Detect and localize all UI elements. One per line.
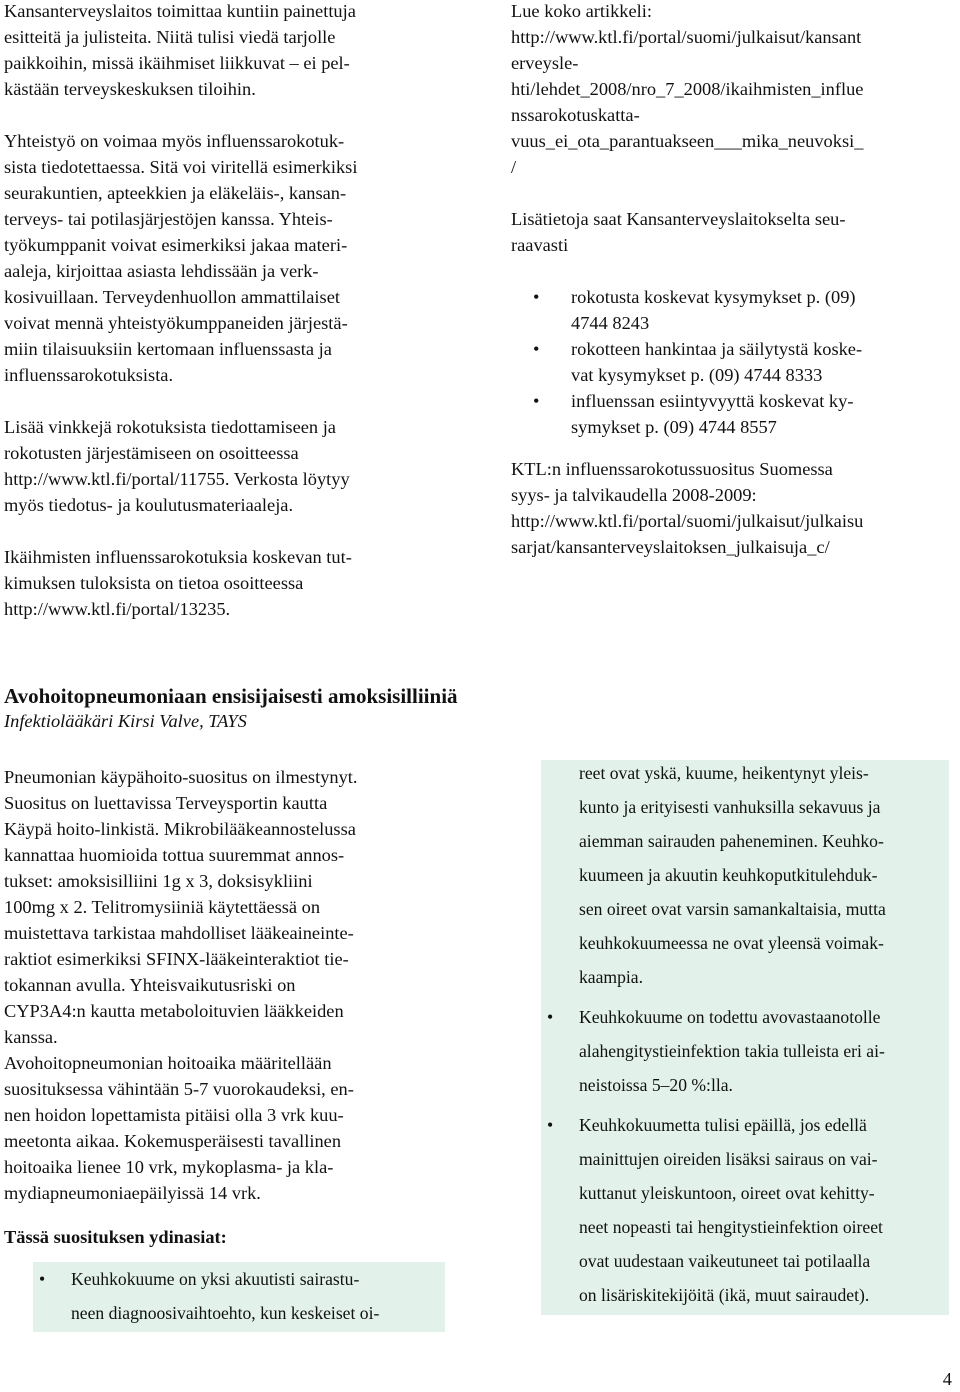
text-line: Lue koko artikkeli: [511, 1, 652, 21]
text-line: rokotusta koskevat kysymykset p. (09) [571, 287, 856, 307]
text-line: kannattaa huomioida tottua suuremmat annos- [4, 845, 345, 865]
text-line: kunto ja erityisesti vanhuksilla sekavuus ja [579, 797, 881, 817]
text-line: rokotusten järjestämiseen on osoitteessa [4, 443, 299, 463]
text-line: 100mg x 2. Telitromysiiniä käytettäessä on [4, 897, 321, 917]
text-line: sista tiedotettaessa. Sitä voi viritellä esimerkiksi [4, 157, 358, 177]
text-line: kanssa. [4, 1027, 58, 1047]
article-author: Infektiolääkäri Kirsi Valve, TAYS [4, 711, 247, 731]
bullet-icon: • [533, 391, 540, 411]
text-line: CYP3A4:n kautta metaboloituvien lääkkeiden [4, 1001, 344, 1021]
text-line: Yhteistyö on voimaa myös influenssarokotuk- [4, 131, 345, 151]
paragraph-tips-link [4, 414, 444, 518]
article-body-left [4, 764, 444, 1250]
text-line: kaampia. [579, 967, 643, 987]
text-line: mainittujen oireiden lisäksi sairaus on vai- [579, 1149, 878, 1169]
text-line: aaleja, kirjoittaa asiasta lehdissään ja verk- [4, 261, 319, 281]
article-body-text [4, 764, 444, 1206]
text-line: http://www.ktl.fi/portal/13235. [4, 599, 231, 619]
text-line: aiemman sairauden paheneminen. Keuhko- [579, 831, 884, 851]
text-line: kuttanut yleiskuntoon, oireet ovat kehitty- [579, 1183, 875, 1203]
text-line: symykset p. (09) 4744 8557 [571, 417, 777, 437]
text-line: influenssarokotuksista. [4, 365, 174, 385]
text-line: http://www.ktl.fi/portal/suomi/julkaisut/julkaisu [511, 511, 864, 531]
text-line: paikkoihin, missä ikäihmiset liikkuvat – ei pel- [4, 53, 350, 73]
key-point-item [541, 1108, 949, 1312]
text-line: Keuhkokuumetta tulisi epäillä, jos edellä [579, 1115, 867, 1135]
text-line: 4744 8243 [571, 313, 650, 333]
text-line: Keuhkokuume on todettu avovastaanotolle [579, 1007, 881, 1027]
text-line: sen oireet ovat varsin samankaltaisia, mutta [579, 899, 886, 919]
text-line: Ikäihmisten influenssarokotuksia koskevan tut- [4, 547, 352, 567]
text-line: Lisää vinkkejä rokotuksista tiedottamiseen ja [4, 417, 336, 437]
text-line: Käypä hoito-linkistä. Mikrobilääkeannostelussa [4, 819, 356, 839]
text-line: kuumeen ja akuutin keuhkoputkitulehduk- [579, 865, 878, 885]
paragraph-research-link [4, 544, 444, 622]
text-line: muistettava tarkistaa mahdolliset lääkeaineinte- [4, 923, 354, 943]
text-line: seurakuntien, apteekkien ja eläkeläis-, kansan- [4, 183, 347, 203]
text-line: neen diagnoosivaihtoehto, kun keskeiset oi- [71, 1303, 380, 1323]
text-line: influenssan esiintyvyyttä koskevat ky- [571, 391, 854, 411]
text-line: raavasti [511, 235, 569, 255]
contact-list-item [503, 284, 951, 336]
contact-list-item [503, 336, 951, 388]
text-line: erveysle- [511, 53, 579, 73]
text-line: Keuhkokuume on yksi akuutisti sairastu- [71, 1269, 360, 1289]
text-line: vuus_ei_ota_parantuakseen___mika_neuvoksi_ [511, 131, 864, 151]
bullet-icon: • [39, 1269, 46, 1289]
page-number: 4 [942, 1369, 952, 1389]
text-line: sarjat/kansanterveyslaitoksen_julkaisuja_c/ [511, 537, 830, 557]
more-info-paragraph [511, 206, 951, 258]
text-line: tukset: amoksisilliini 1g x 3, doksisykliini [4, 871, 313, 891]
text-line: hti/lehdet_2008/nro_7_2008/ikaihmisten_influe [511, 79, 864, 99]
text-line: syys- ja talvikaudella 2008-2009: [511, 485, 757, 505]
text-line: kosivuillaan. Terveydenhuollon ammattilaiset [4, 287, 340, 307]
bullet-icon: • [547, 1007, 554, 1027]
text-line: myös tiedotus- ja koulutusmateriaaleja. [4, 495, 294, 515]
text-line: http://www.ktl.fi/portal/suomi/julkaisut/kansant [511, 27, 862, 47]
text-line: / [511, 157, 517, 177]
ktl-recommendation-block [511, 456, 951, 560]
paragraph-cooperation [4, 128, 444, 388]
text-line: meetonta aikaa. Kokemusperäisesti tavallinen [4, 1131, 342, 1151]
text-line: KTL:n influenssarokotussuositus Suomessa [511, 459, 833, 479]
article-title: Avohoitopneumoniaan ensisijaisesti amoksisilliiniä [4, 684, 458, 708]
text-line: http://www.ktl.fi/portal/11755. Verkosta löytyy [4, 469, 350, 489]
key-point-first [33, 1262, 445, 1330]
bullet-icon: • [533, 287, 540, 307]
text-line: esitteitä ja julisteita. Niitä tulisi viedä tarjolle [4, 27, 336, 47]
text-line: reet ovat yskä, kuume, heikentynyt yleis- [579, 763, 869, 783]
text-line: keuhkokuumeessa ne ovat yleensä voimak- [579, 933, 884, 953]
top-right-column [511, 0, 951, 560]
article-link-block [511, 0, 951, 180]
text-line: tokannan avulla. Yhteisvaikutusriski on [4, 975, 296, 995]
text-line: raktiot esimerkiksi SFINX-lääkeinteraktiot tie- [4, 949, 349, 969]
text-line: on lisäriskitekijöitä (ikä, muut sairaudet). [579, 1285, 870, 1305]
text-line: neet nopeasti tai hengitystieinfektion oireet [579, 1217, 883, 1237]
text-line: mydiapneumoniaepäilyissä 14 vrk. [4, 1183, 261, 1203]
text-line: terveys- tai potilasjärjestöjen kanssa. Yhteis- [4, 209, 333, 229]
bullet-icon: • [533, 339, 540, 359]
paragraph-printed-materials [4, 0, 444, 102]
text-line: nen hoidon lopettamista pitäisi olla 3 vrk kuu- [4, 1105, 344, 1125]
text-line: työkumppanit voivat esimerkiksi jakaa materi- [4, 235, 348, 255]
text-line: Lisätietoja saat Kansanterveyslaitokselta seu- [511, 209, 846, 229]
bullet-icon: • [547, 1115, 554, 1135]
text-line: rokotteen hankintaa ja säilytystä koske- [571, 339, 863, 359]
contact-list [503, 284, 951, 440]
text-line: nssarokotuskatta- [511, 105, 640, 125]
contact-list-item [503, 388, 951, 440]
text-line: alahengitystieinfektion takia tulleista eri ai- [579, 1041, 885, 1061]
text-line: kästään terveyskeskuksen tiloihin. [4, 79, 256, 99]
key-points-heading: Tässä suosituksen ydinasiat: [4, 1227, 227, 1247]
top-left-column [4, 0, 444, 622]
text-line: kimuksen tuloksista on tietoa osoitteessa [4, 573, 304, 593]
text-line: voivat mennä yhteistyökumppaneiden järjestä- [4, 313, 348, 333]
text-line: neistoissa 5–20 %:lla. [579, 1075, 733, 1095]
text-line: vat kysymykset p. (09) 4744 8333 [571, 365, 823, 385]
key-point-item [541, 1000, 949, 1102]
text-line: Kansanterveyslaitos toimittaa kuntiin painettuja [4, 1, 356, 21]
text-line: ovat uudestaan vaikeutuneet tai potilaalla [579, 1251, 871, 1271]
text-line: Pneumonian käypähoito-suositus on ilmestynyt. [4, 767, 358, 787]
text-line: miin tilaisuuksiin kertomaan influenssasta ja [4, 339, 332, 359]
text-line: suosituksessa vähintään 5-7 vuorokaudeksi, en- [4, 1079, 354, 1099]
key-points-continued [541, 756, 949, 1318]
text-line: hoitoaika lienee 10 vrk, mykoplasma- ja kla- [4, 1157, 334, 1177]
text-line: Avohoitopneumonian hoitoaika määritellään [4, 1053, 332, 1073]
text-line: Suositus on luettavissa Terveysportin kautta [4, 793, 328, 813]
